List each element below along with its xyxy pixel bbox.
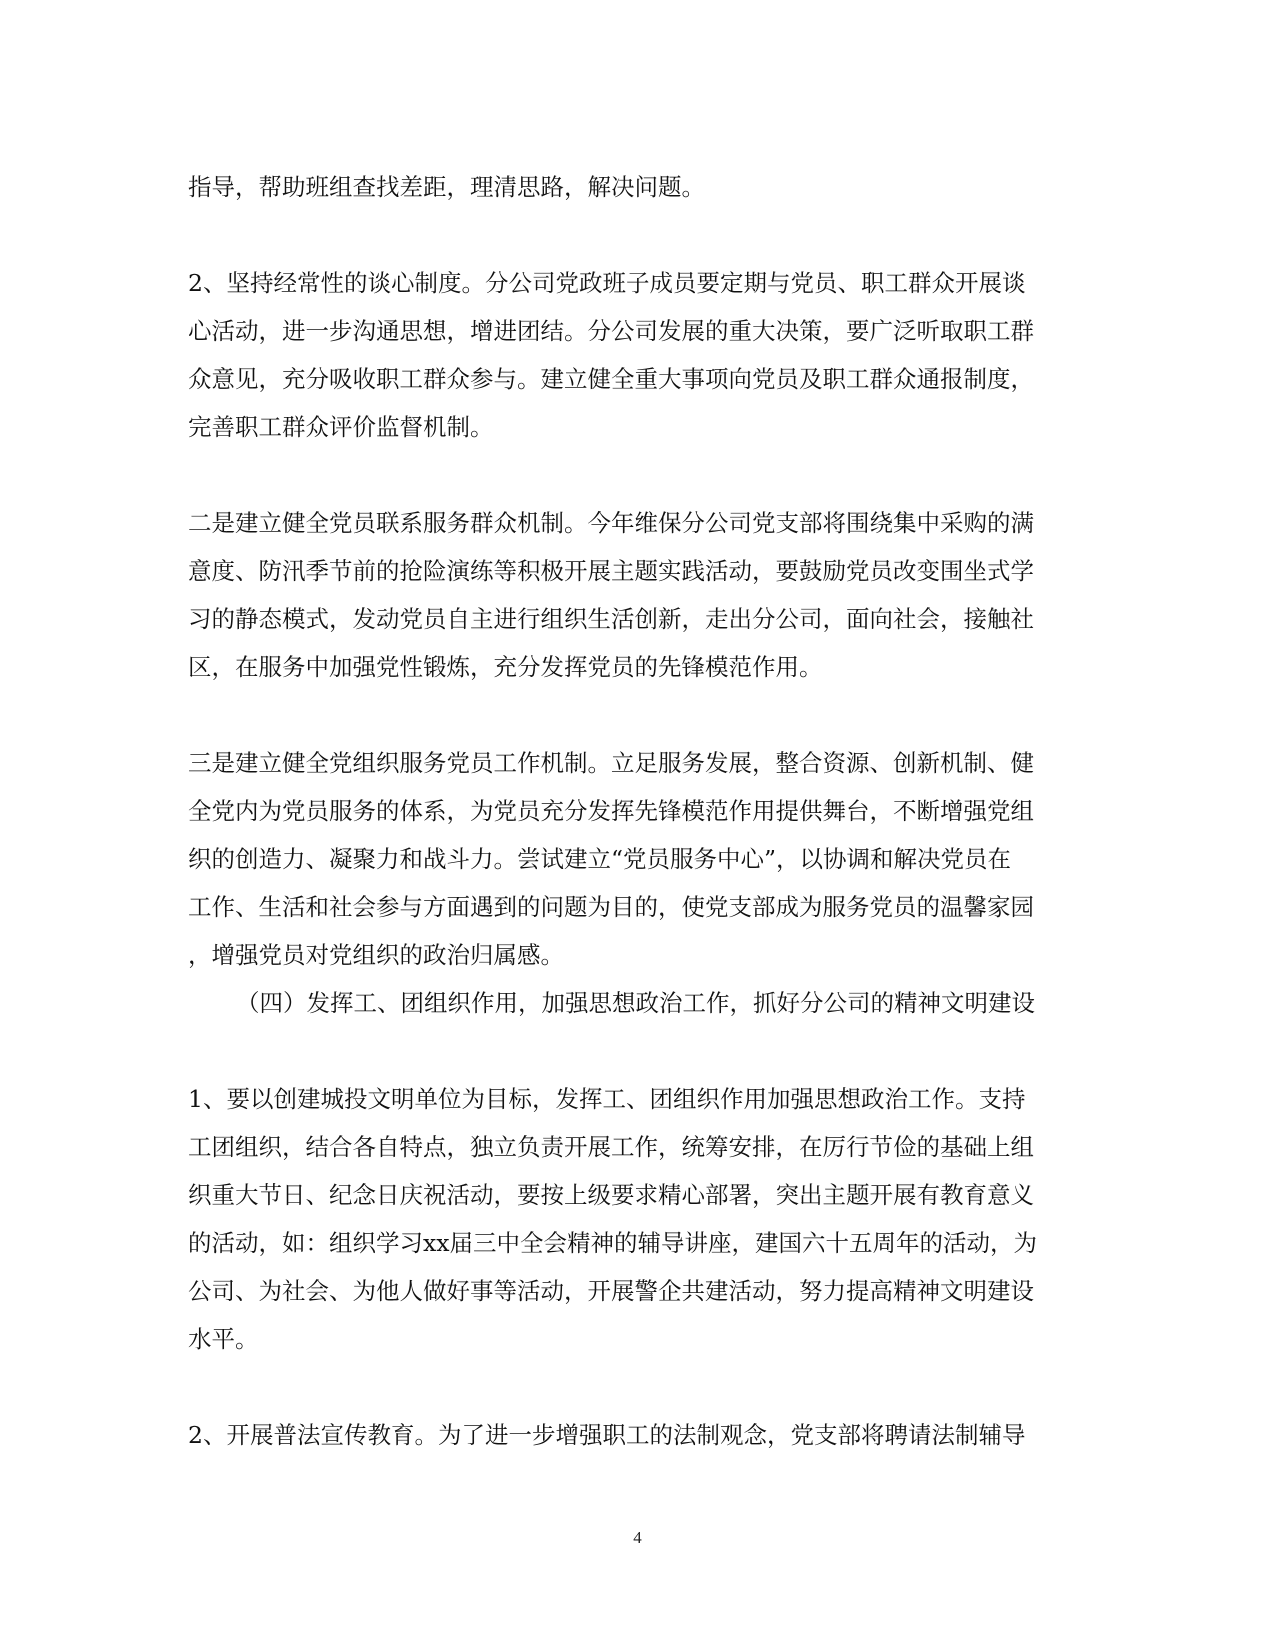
text-line: 2、坚持经常性的谈心制度。分公司党政班子成员要定期与党员、职工群众开展谈 <box>188 269 1026 297</box>
text-line: 水平。 <box>188 1325 259 1353</box>
section-heading-text: （四）发挥工、团组织作用，加强思想政治工作，抓好分公司的精神文明建设 <box>236 989 1035 1017</box>
text-line: 指导，帮助班组查找差距，理清思路，解决问题。 <box>188 173 705 201</box>
paragraph-item-one <box>188 1075 1088 1363</box>
text-line: 全党内为党员服务的体系，为党员充分发挥先锋模范作用提供舞台，不断增强党组 <box>188 797 1034 825</box>
document-body <box>188 163 1088 1459</box>
text-line: 的活动，如：组织学习xx届三中全会精神的辅导讲座，建国六十五周年的活动，为 <box>188 1229 1038 1257</box>
text-line: 织重大节日、纪念日庆祝活动，要按上级要求精心部署，突出主题开展有教育意义 <box>188 1181 1034 1209</box>
paragraph-gap <box>188 1027 1088 1075</box>
text-line: 区，在服务中加强党性锻炼，充分发挥党员的先锋模范作用。 <box>188 653 823 681</box>
text-line: 工作、生活和社会参与方面遇到的问题为目的，使党支部成为服务党员的温馨家园 <box>188 893 1034 921</box>
paragraph-item-two <box>188 1411 1088 1459</box>
text-line: 意度、防汛季节前的抢险演练等积极开展主题实践活动，要鼓励党员改变围坐式学 <box>188 557 1034 585</box>
paragraph-third-mechanism <box>188 739 1088 979</box>
paragraph-gap <box>188 691 1088 739</box>
text-line: 工团组织，结合各自特点，独立负责开展工作，统筹安排，在厉行节俭的基础上组 <box>188 1133 1034 1161</box>
paragraph-gap <box>188 211 1088 259</box>
text-line: 习的静态模式，发动党员自主进行组织生活创新，走出分公司，面向社会，接触社 <box>188 605 1034 633</box>
text-line: 1、要以创建城投文明单位为目标，发挥工、团组织作用加强思想政治工作。支持 <box>188 1085 1026 1113</box>
text-line: 三是建立健全党组织服务党员工作机制。立足服务发展，整合资源、创新机制、健 <box>188 749 1034 777</box>
text-line: 2、开展普法宣传教育。为了进一步增强职工的法制观念，党支部将聘请法制辅导 <box>188 1421 1026 1449</box>
paragraph-gap <box>188 1363 1088 1411</box>
paragraph-continued <box>188 163 1088 211</box>
section-heading-four <box>188 979 1088 1027</box>
text-line: 二是建立健全党员联系服务群众机制。今年维保分公司党支部将围绕集中采购的满 <box>188 509 1034 537</box>
text-line: 心活动，进一步沟通思想，增进团结。分公司发展的重大决策，要广泛听取职工群 <box>188 317 1034 345</box>
text-line: ，增强党员对党组织的政治归属感。 <box>188 941 564 969</box>
text-line: 公司、为社会、为他人做好事等活动，开展警企共建活动，努力提高精神文明建设 <box>188 1277 1034 1305</box>
paragraph-gap <box>188 451 1088 499</box>
page-number: 4 <box>633 1528 642 1547</box>
paragraph-second-mechanism <box>188 499 1088 691</box>
paragraph-talk-system <box>188 259 1088 451</box>
text-line: 织的创造力、凝聚力和战斗力。尝试建立“党员服务中心”，以协调和解决党员在 <box>188 845 1012 873</box>
text-line: 众意见，充分吸收职工群众参与。建立健全重大事项向党员及职工群众通报制度， <box>188 365 1034 393</box>
text-line: 完善职工群众评价监督机制。 <box>188 413 494 441</box>
